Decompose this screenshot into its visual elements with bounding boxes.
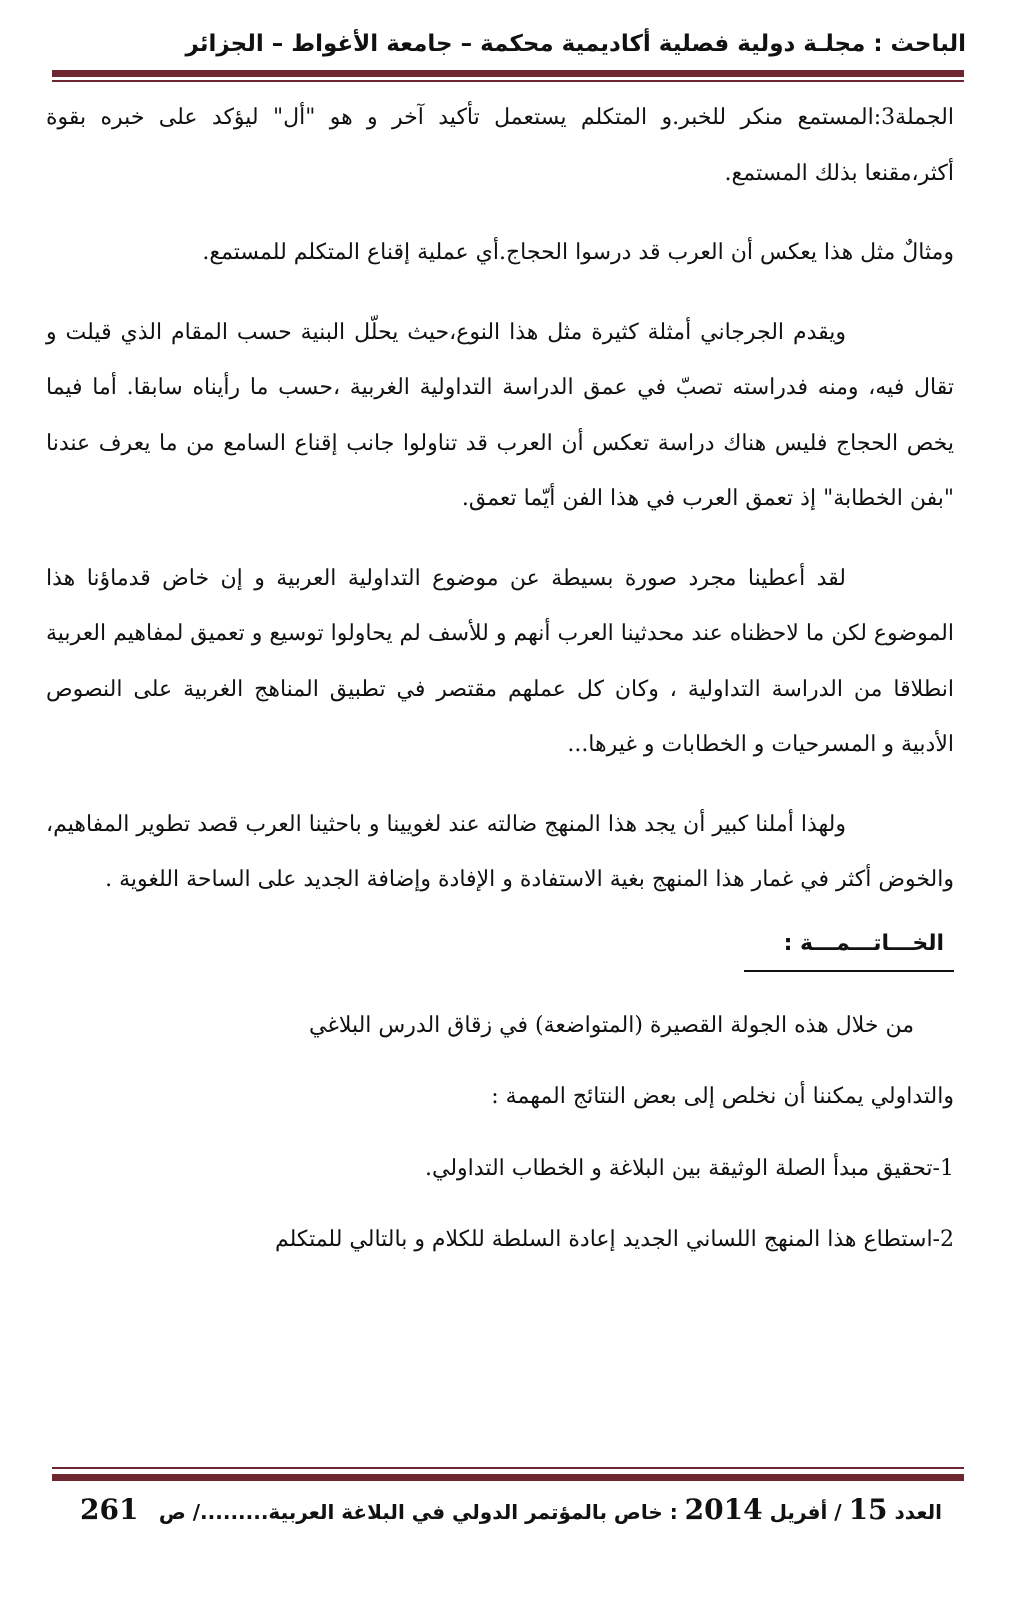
conclusion-item-1: 1-تحقيق مبدأ الصلة الوثيقة بين البلاغة و الخطاب التداولي. [424, 1155, 954, 1181]
paragraph-hope: ولهذا أملنا كبير أن يجد هذا المنهج ضالته عند لغويينا و باحثينا العرب قصد تطوير المفاهيم، والخوض أكثر في غمار هذا المنهج بغية الاستفادة و الإفادة وإضافة الجديد على الساحة اللغوية . [46, 811, 954, 892]
article-body [46, 90, 954, 1268]
header-rule-thick [52, 70, 964, 77]
paragraph-example: ومثالٌ مثل هذا يعكس أن العرب قد درسوا الحجاج.أي عملية إقناع المتكلم للمستمع. [202, 240, 954, 265]
running-footer [80, 1490, 942, 1532]
conclusion-heading: الخـــاتـــمـــة : [46, 922, 954, 972]
paragraph-arab-pragmatics: لقد أعطينا مجرد صورة بسيطة عن موضوع التداولية العربية و إن خاض قدماؤنا هذا الموضوع لكن ما لاحظناه عند محدثينا العرب أنهم و للأسف لم يحاولوا توسيع و تعميق لمفاهيم العربية انطلاقا من الدراسة التداولية ، وكان كل عملهم مقتصر في تطبيق المناهج الغربية على النصوص الأدبية و المسرحيات و الخطابات و غيرها... [46, 565, 954, 757]
running-header: الباحث : مجلـة دولية فصلية أكاديمية محكمة – جامعة الأغواط – الجزائر [185, 31, 966, 57]
issue-month: أفريل [769, 1500, 828, 1524]
issue-number: 15 [848, 1493, 888, 1526]
footer-rule-thin [52, 1467, 964, 1469]
conclusion-item-2: 2-استطاع هذا المنهج اللساني الجديد إعادة السلطة للكلام و بالتالي للمتكلم [275, 1227, 954, 1252]
conclusion-intro-line-2: والتداولي يمكننا أن نخلص إلى بعض النتائج المهمة : [491, 1084, 954, 1109]
header-rule-thin [52, 80, 964, 82]
paragraph-jurjani: ويقدم الجرجاني أمثلة كثيرة مثل هذا النوع،حيث يحلّل البنية حسب المقام الذي قيلت و تقال فيه، ومنه فدراسته تصبّ في عمق الدراسة التداولية الغربية ،حسب ما رأيناه سابقا. أما فيما يخص الحجاج فليس هناك دراسة تعكس أن العرب قد تناولوا جانب إقناع السامع من ما يعرف عندنا "بفن الخطابة" إذ تعمق العرب في هذا الفن أيّما تعمق. [46, 319, 954, 511]
conclusion-intro-line-1: من خلال هذه الجولة القصيرة (المتواضعة) في زقاق الدرس البلاغي [309, 1012, 914, 1038]
page-number: 261 [80, 1493, 139, 1526]
paragraph-sentence-3: الجملة3:المستمع منكر للخبر.و المتكلم يستعمل تأكيد آخر و هو "أل" ليؤكد على خبره بقوة أكثر،مقنعا بذلك المستمع. [46, 105, 954, 186]
issue-year: 2014 [684, 1493, 763, 1526]
page-label: ص [158, 1500, 186, 1524]
footer-issue: العدد 15 / أفريل 2014 : خاص بالمؤتمر الدولي في البلاغة العربية........./ ص [158, 1493, 942, 1526]
issue-special: : خاص بالمؤتمر الدولي في البلاغة العربية........./ [192, 1500, 678, 1524]
footer-rule-thick [52, 1474, 964, 1481]
